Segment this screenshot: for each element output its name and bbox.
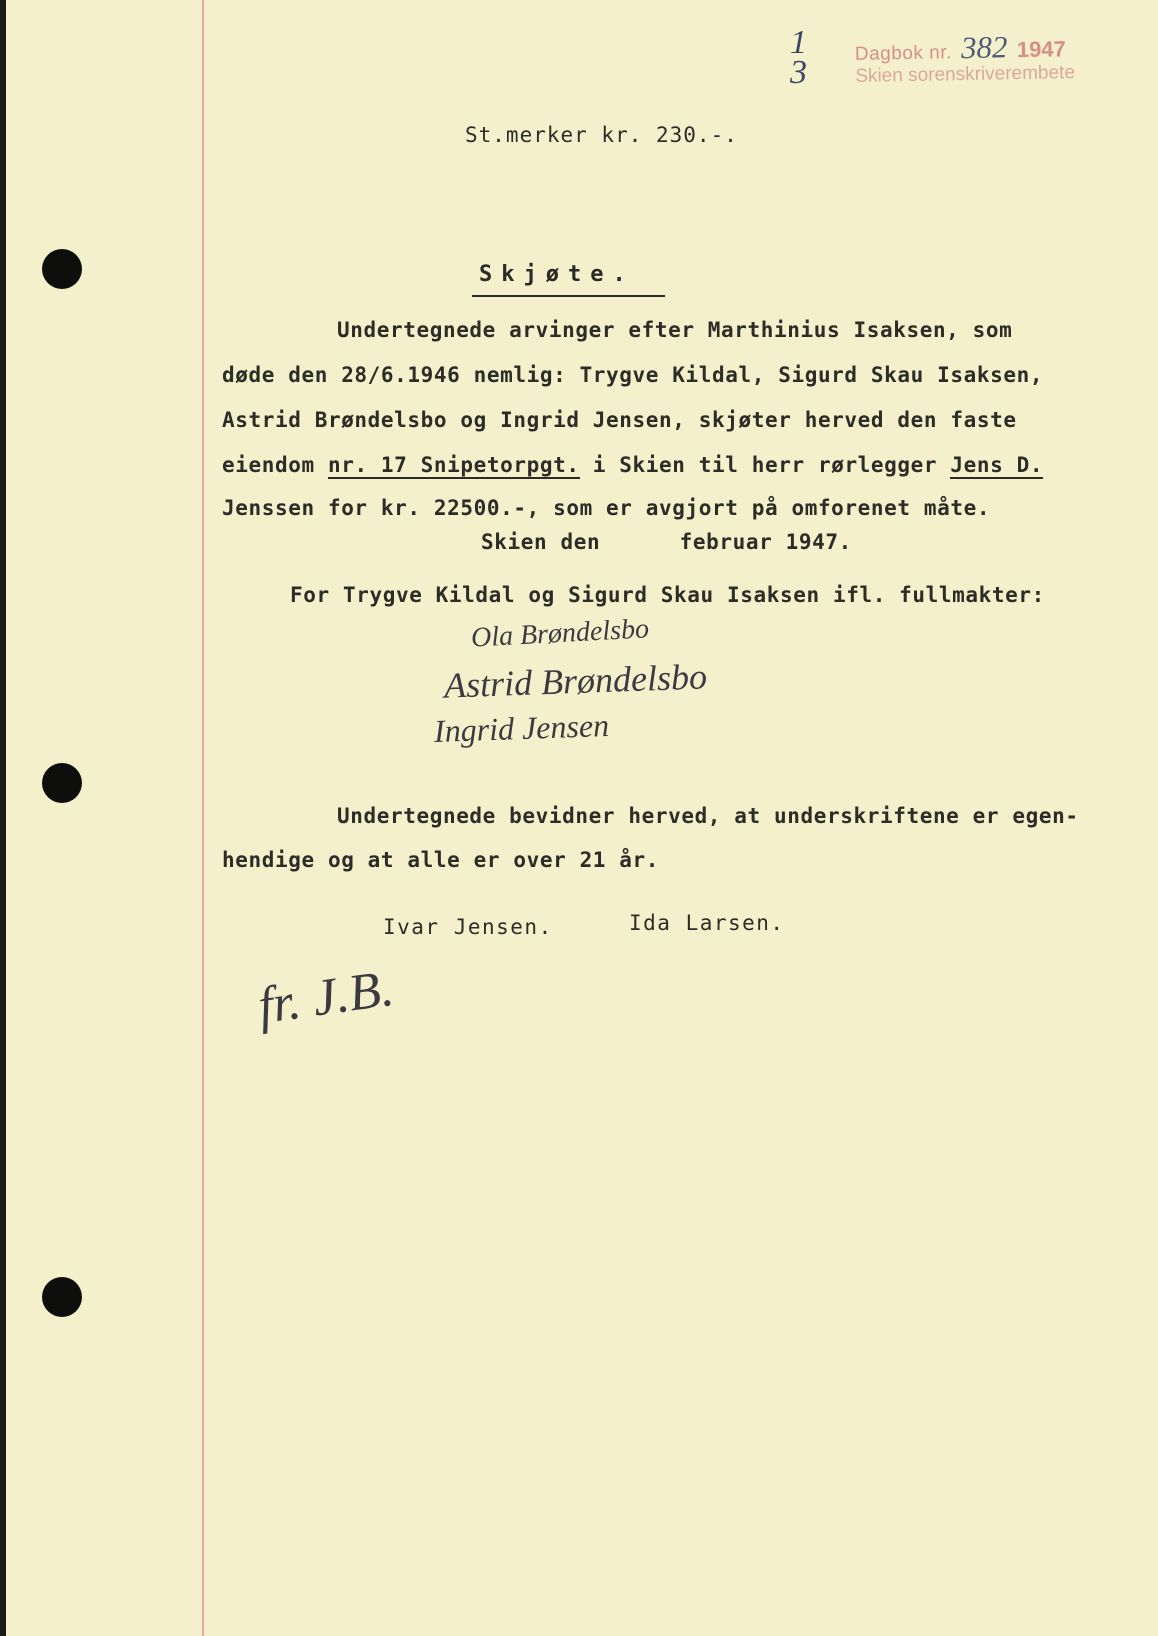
title-underline xyxy=(472,295,665,297)
margin-line xyxy=(202,0,204,1636)
date-month: 3 xyxy=(790,54,807,91)
body-line-4 xyxy=(222,443,1082,488)
stamp-office: Skien sorenskriverembete xyxy=(855,62,1076,87)
property-reference: nr. 17 Snipetorpgt. xyxy=(327,453,580,477)
witness-name-2: Ida Larsen. xyxy=(629,911,785,935)
handwritten-date xyxy=(790,24,807,91)
witness-line-2: hendige og at alle er over 21 år. xyxy=(222,848,660,872)
stamp-duty: St.merker kr. 230.-. xyxy=(465,123,738,147)
date-day: 1 xyxy=(790,24,807,61)
signature-ola: Ola Brøndelsbo xyxy=(470,613,650,654)
body-line-2: døde den 28/6.1946 nemlig: Trygve Kildal, Sigurd Skau Isaksen, xyxy=(222,363,1044,387)
witness-line-1: Undertegnede bevidner herved, at underskriftene er egen- xyxy=(337,804,1079,828)
body-line-3: Astrid Brøndelsbo og Ingrid Jensen, skjøter herved den faste xyxy=(222,408,1017,432)
signature-astrid: Astrid Brøndelsbo xyxy=(443,656,708,706)
buyer-name: Jens D. xyxy=(950,453,1044,477)
document-title: Skjøte. xyxy=(479,262,635,287)
punch-hole xyxy=(42,763,82,803)
witness-name-1: Ivar Jensen. xyxy=(383,915,553,939)
initials-mark: fr. J.B. xyxy=(254,959,398,1036)
body-line-1: Undertegnede arvinger efter Marthinius Isaksen, som xyxy=(337,318,1013,342)
document-page xyxy=(6,0,1158,1636)
registry-stamp xyxy=(855,28,1076,88)
stamp-year: 1947 xyxy=(1016,36,1066,63)
punch-hole xyxy=(42,1277,82,1317)
proxy-line: For Trygve Kildal og Sigurd Skau Isaksen ifl. fullmakter: xyxy=(290,583,1045,607)
body-text: eiendom xyxy=(222,453,328,477)
body-line-5: Jenssen for kr. 22500.-, som er avgjort på omforenet måte. xyxy=(222,496,991,520)
body-text: i Skien til herr rørlegger xyxy=(579,453,951,477)
signature-ingrid: Ingrid Jensen xyxy=(433,706,610,750)
stamp-label: Dagbok nr. xyxy=(854,42,952,65)
place-date: Skien den februar 1947. xyxy=(481,530,852,554)
stamp-number: 382 xyxy=(960,29,1008,66)
punch-hole xyxy=(42,249,82,289)
